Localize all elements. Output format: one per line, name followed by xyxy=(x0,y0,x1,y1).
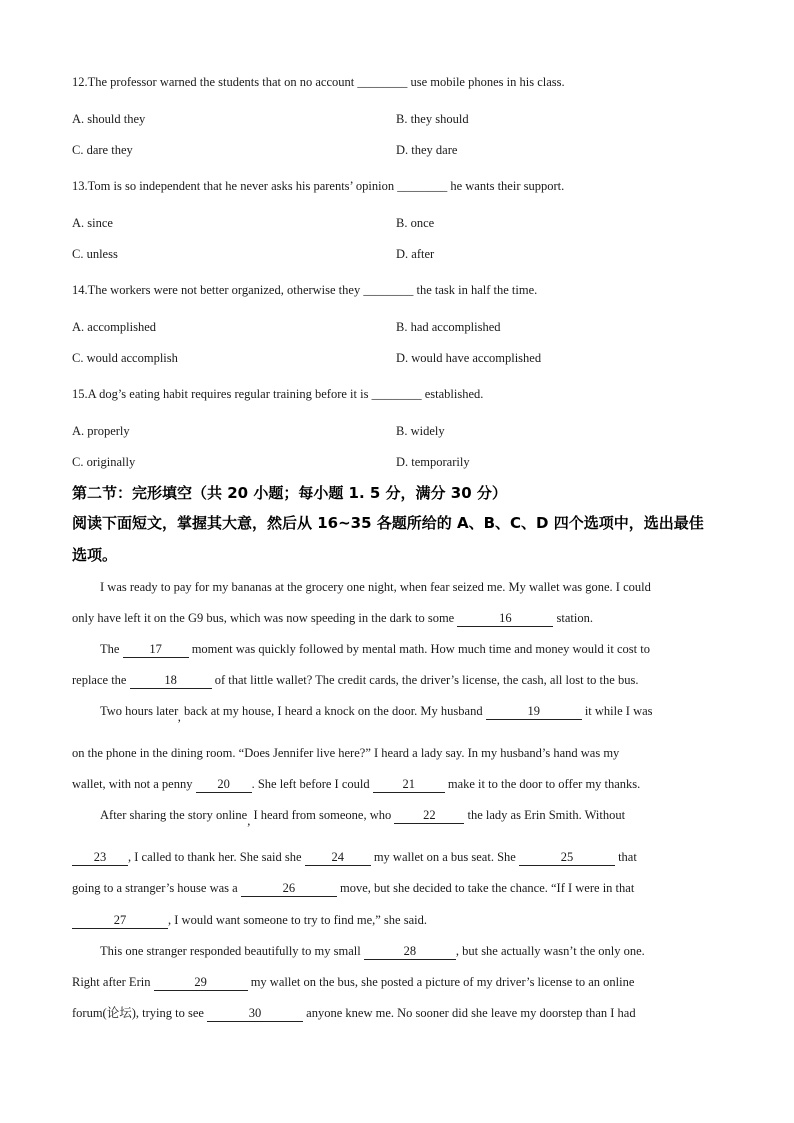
passage-line xyxy=(72,912,427,929)
passage-line xyxy=(72,776,640,793)
passage-text: . She left before I could xyxy=(251,777,370,791)
passage-text: only have left it on the G9 bus, which was now speeding in the dark to some xyxy=(72,611,455,625)
cloze-blank-26: 26 xyxy=(241,880,337,897)
passage-text: After sharing the story online xyxy=(100,808,248,822)
passage-line xyxy=(72,672,638,689)
comma: , xyxy=(177,710,181,724)
passage-text: Two hours later xyxy=(100,704,178,718)
passage-line: I was ready to pay for my bananas at the grocery one night, when fear seized me. My wallet was gone. I could xyxy=(100,580,651,594)
section-title: 第二节：完形填空（共 20 小题；每小题 1. 5 分，满分 30 分） xyxy=(72,484,507,502)
question-12-stem xyxy=(72,74,565,90)
option-d: D. would have accomplished xyxy=(396,351,542,365)
passage-text: back at my house, I heard a knock on the door. My husband xyxy=(184,704,483,718)
option-b: B. had accomplished xyxy=(396,320,501,334)
passage-line xyxy=(100,807,626,828)
cloze-blank-28: 28 xyxy=(364,943,456,960)
cloze-blank-20: 20 xyxy=(196,776,252,793)
passage-text: that xyxy=(618,850,637,864)
passage-text: wallet, with not a penny xyxy=(72,777,193,791)
question-15-stem xyxy=(72,386,483,402)
passage-line xyxy=(100,641,650,658)
passage-text: replace the xyxy=(72,673,127,687)
option-c: C. unless xyxy=(72,247,118,261)
option-d: D. they dare xyxy=(396,143,458,157)
cloze-blank-23: 23 xyxy=(72,849,128,866)
passage-text: , but she actually wasn’t the only one. xyxy=(455,944,645,958)
passage-line xyxy=(100,943,645,960)
question-text: 13.Tom is so independent that he never asks his parents’ opinion xyxy=(72,179,395,193)
option-c: C. dare they xyxy=(72,143,133,157)
cloze-blank-24: 24 xyxy=(305,849,371,866)
answer-blank: ________ xyxy=(357,75,408,89)
answer-blank: ________ xyxy=(371,387,422,401)
option-a: A. since xyxy=(72,216,113,230)
passage-line: on the phone in the dining room. “Does Jennifer live here?” I heard a lady say. In my husband’s hand was my xyxy=(72,746,620,760)
passage-text: station. xyxy=(556,611,593,625)
section-instruction: 阅读下面短文，掌握其大意，然后从 16~35 各题所给的 A、B、C、D 四个选项中，选出最佳 xyxy=(72,514,704,532)
passage-line xyxy=(72,1005,636,1022)
passage-text: make it to the door to offer my thanks. xyxy=(447,777,641,791)
cloze-blank-25: 25 xyxy=(519,849,615,866)
passage-line xyxy=(72,880,634,897)
passage-text: my wallet on the bus, she posted a picture of my driver’s license to an online xyxy=(250,975,635,989)
cloze-blank-29: 29 xyxy=(154,974,248,991)
option-a: A. should they xyxy=(72,112,146,126)
comma: , xyxy=(247,814,251,828)
question-text: 14.The workers were not better organized, otherwise they xyxy=(72,283,361,297)
passage-text: The xyxy=(100,642,120,656)
cloze-blank-27: 27 xyxy=(72,912,168,929)
question-text: he wants their support. xyxy=(450,179,565,193)
passage-line xyxy=(72,974,634,991)
passage-text: going to a stranger’s house was a xyxy=(72,881,238,895)
passage-text: anyone knew me. No sooner did she leave my doorstep than I had xyxy=(306,1006,636,1020)
question-text: the task in half the time. xyxy=(416,283,538,297)
passage-text: it while I was xyxy=(584,704,653,718)
cloze-blank-19: 19 xyxy=(486,703,582,720)
passage-text: Right after Erin xyxy=(72,975,151,989)
question-text: established. xyxy=(424,387,484,401)
question-text: 15.A dog’s eating habit requires regular training before it is xyxy=(72,387,369,401)
option-b: B. widely xyxy=(396,424,445,438)
question-text: 12.The professor warned the students that on no account xyxy=(72,75,355,89)
passage-text: of that little wallet? The credit cards, the driver’s license, the cash, all lost to the bus. xyxy=(214,673,639,687)
cloze-blank-30: 30 xyxy=(207,1005,303,1022)
cloze-blank-17: 17 xyxy=(123,641,189,658)
passage-text: forum(论坛), trying to see xyxy=(72,1006,204,1020)
option-a: A. properly xyxy=(72,424,130,438)
passage-text: , I called to thank her. She said she xyxy=(128,850,302,864)
passage-text: moment was quickly followed by mental math. How much time and money would it cost to xyxy=(191,642,650,656)
question-13-stem xyxy=(72,178,564,194)
passage-text: This one stranger responded beautifully to my small xyxy=(100,944,361,958)
question-text: use mobile phones in his class. xyxy=(410,75,565,89)
passage-text: the lady as Erin Smith. Without xyxy=(467,808,626,822)
cloze-blank-16: 16 xyxy=(457,610,553,627)
passage-text: I heard from someone, who xyxy=(253,808,392,822)
passage-text: my wallet on a bus seat. She xyxy=(373,850,516,864)
answer-blank: ________ xyxy=(397,179,448,193)
cloze-blank-22: 22 xyxy=(394,807,464,824)
option-d: D. after xyxy=(396,247,435,261)
option-c: C. originally xyxy=(72,455,136,469)
option-b: B. they should xyxy=(396,112,469,126)
option-b: B. once xyxy=(396,216,435,230)
option-c: C. would accomplish xyxy=(72,351,178,365)
section-instruction-cont: 选项。 xyxy=(72,546,118,564)
cloze-blank-18: 18 xyxy=(130,672,212,689)
passage-line xyxy=(72,849,637,866)
answer-blank: ________ xyxy=(363,283,414,297)
option-a: A. accomplished xyxy=(72,320,157,334)
passage-text: , I would want someone to try to find me,” she said. xyxy=(168,913,427,927)
passage-text: move, but she decided to take the chance. “If I were in that xyxy=(339,881,635,895)
cloze-blank-21: 21 xyxy=(373,776,445,793)
question-14-stem xyxy=(72,282,537,298)
option-d: D. temporarily xyxy=(396,455,470,469)
passage-line xyxy=(100,703,653,724)
passage-line xyxy=(72,610,593,627)
